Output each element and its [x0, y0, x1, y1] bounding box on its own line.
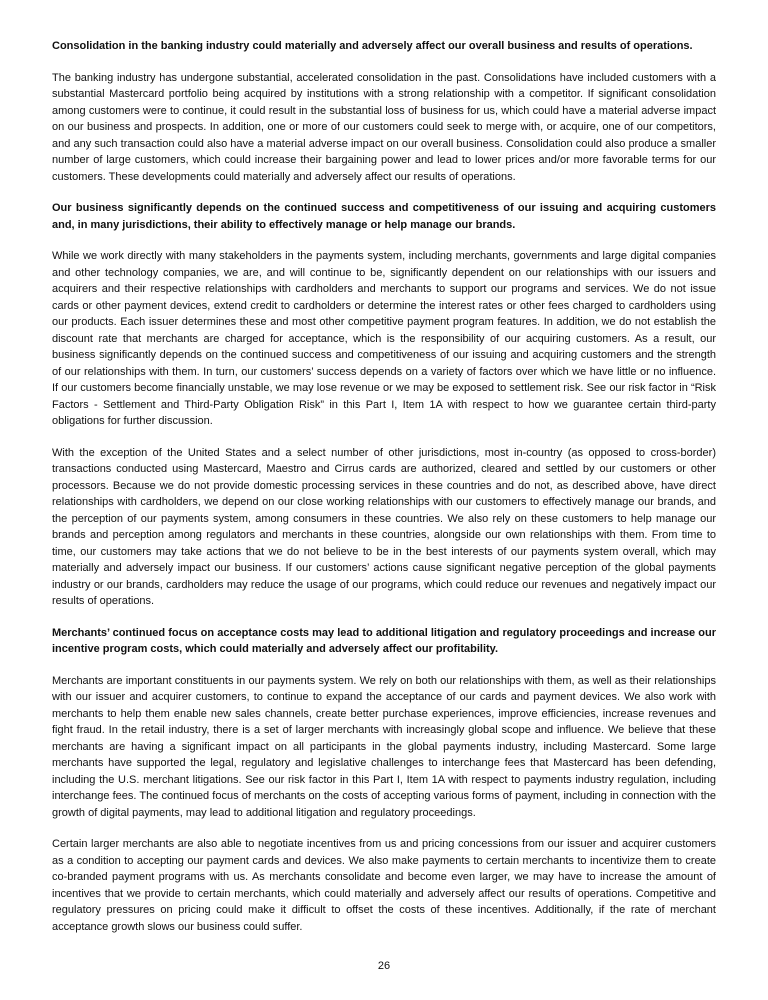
- section-2-paragraph-1: While we work directly with many stakeholders in the payments system, including merchants, governments and large digital companies and other technology companies, we are, and will continue to be, significantly dependent on our relationships with our issuers and acquirers and their respective relationships with cardholders and merchants to support our programs and services. We do not issue cards or other payment devices, extend credit to cardholders or determine the interest rates or other fees charged to cardholders using our products. Each issuer determines these and most other competitive payment program features. In addition, we do not establish the discount rate that merchants are charged for acceptance, which is the responsibility of our acquiring customers. As a result, our business significantly depends on the continued success and competitiveness of our issuing and acquiring customers and the strength of our relationships with them. In turn, our customers’ success depends on a variety of factors over which we have little or no influence. If our customers become financially unstable, we may lose revenue or we may be exposed to settlement risk. See our risk factor in “Risk Factors - Settlement and Third-Party Obligation Risk” in this Part I, Item 1A with respect to how we guarantee certain third-party obligations for further discussion.: [52, 250, 716, 427]
- section-1-heading: Consolidation in the banking industry could materially and adversely affect our overall business and results of operations.: [52, 40, 693, 52]
- section-3-paragraph-1: Merchants are important constituents in our payments system. We rely on both our relationships with them, as well as their relationships with our issuer and acquirer customers, to continue to expand the acceptance of our cards and payment devices. We also work with merchants to help them enable new sales channels, create better purchase experiences, improve efficiencies, increase revenues and fight fraud. In the retail industry, there is a set of larger merchants with increasingly global scope and influence. We believe that these merchants are having a significant impact on all participants in the global payments industry, including Mastercard. Some large merchants have supported the legal, regulatory and legislative challenges to interchange fees that Mastercard has been defending, including the U.S. merchant litigations. See our risk factor in this Part I, Item 1A with respect to payments industry regulation, including interchange fees. The continued focus of merchants on the costs of accepting various forms of payment, including in connection with the growth of digital payments, may lead to additional litigation and regulatory proceedings.: [52, 674, 716, 819]
- section-3-paragraph-2: Certain larger merchants are also able to negotiate incentives from us and pricing concessions from our issuer and acquirer customers as a condition to accepting our payment cards and devices. We also make payments to certain merchants to incentivize them to create co-branded payment programs with us. As merchants consolidate and become even larger, we may have to increase the amount of incentives that we provide to certain merchants, which could materially and adversely affect our results of operations. Competitive and regulatory pressures on pricing could make it difficult to offset the costs of these incentives. Additionally, if the rate of merchant acceptance growth slows our business could suffer.: [52, 838, 716, 933]
- section-1-paragraph-1: The banking industry has undergone substantial, accelerated consolidation in the past. Consolidations have included customers with a substantial Mastercard portfolio being acquired by institutions with a strong relationship with a competitor. If significant consolidation among customers were to continue, it could result in the substantial loss of business for us, which could have a material adverse impact on our business and prospects. In addition, one or more of our customers could seek to merge with, or acquire, one of our competitors, and any such transaction could also have a material adverse impact on our overall business. Consolidation could also produce a smaller number of large customers, which could increase their bargaining power and lead to lower prices and/or more favorable terms for our customers. These developments could materially and adversely affect our results of operations.: [52, 71, 716, 183]
- section-3-heading: Merchants’ continued focus on acceptance costs may lead to additional litigation and regulatory proceedings and increase our incentive program costs, which could materially and adversely affect our profitability.: [52, 626, 716, 655]
- section-2-paragraph-2: With the exception of the United States and a select number of other jurisdictions, most in-country (as opposed to cross-border) transactions conducted using Mastercard, Maestro and Cirrus cards are authorized, cleared and settled by our customers or other processors. Because we do not provide domestic processing services in these countries and do not, as described above, have direct relationships with cardholders, we depend on our close working relationships with our customers to effectively manage our brands, and the perception of our payments system, among consumers in these countries. We also rely on these customers to help manage our brands and perception among regulators and merchants in these countries, alongside our own relationships with them. From time to time, our customers may take actions that we do not believe to be in the best interests of our payments system overall, which may materially and adversely impact our business. If our customers’ actions cause significant negative perception of the global payments industry or our brands, cardholders may reduce the usage of our programs, which could reduce our revenues and negatively impact our results of operations.: [52, 446, 716, 607]
- section-2-heading: Our business significantly depends on the continued success and competitiveness of our issuing and acquiring customers and, in many jurisdictions, their ability to effectively manage or help manage our brands.: [52, 202, 716, 231]
- page-number: 26: [377, 959, 391, 972]
